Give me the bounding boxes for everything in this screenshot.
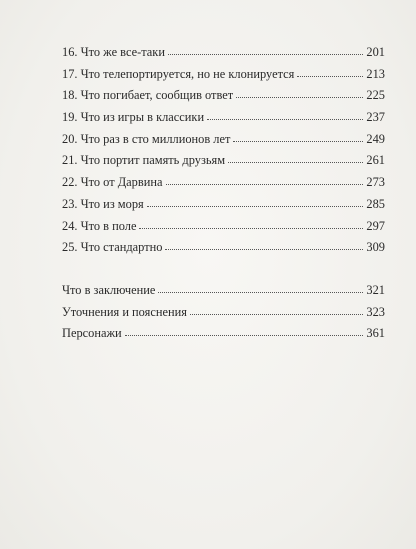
toc-entry <box>62 129 385 151</box>
dot-leader <box>158 292 363 293</box>
toc-entry-page: 249 <box>366 131 385 146</box>
toc-entry-title: 24. Что в поле <box>62 218 137 233</box>
toc-entry <box>62 237 385 259</box>
toc-entry-title: Персонажи <box>62 326 122 341</box>
toc-entry-page: 309 <box>366 240 385 255</box>
toc-entry <box>62 216 385 238</box>
toc-entry-page: 323 <box>366 304 385 319</box>
dot-leader <box>125 335 364 336</box>
toc-entry <box>62 280 385 302</box>
toc-entry-title: 20. Что раз в сто миллионов лет <box>62 131 231 146</box>
toc-entry-page: 321 <box>366 282 385 297</box>
dot-leader <box>228 162 363 163</box>
toc-entry <box>62 194 385 216</box>
dot-leader <box>166 184 364 185</box>
toc-entry-title: 16. Что же все-таки <box>62 45 165 59</box>
toc-entry <box>62 42 385 64</box>
dot-leader <box>165 249 363 250</box>
toc-entry-page: 201 <box>366 45 385 59</box>
toc-entry-page: 273 <box>366 175 385 190</box>
section-gap <box>62 259 385 280</box>
toc-entry-page: 225 <box>366 88 385 103</box>
toc-entry-page: 297 <box>366 218 385 233</box>
dot-leader <box>190 314 363 315</box>
dot-leader <box>233 141 363 142</box>
toc-entry-page: 361 <box>366 326 385 341</box>
toc-entry-page: 237 <box>366 110 385 125</box>
dot-leader <box>236 97 363 98</box>
dot-leader <box>297 76 363 77</box>
toc-entry <box>62 85 385 107</box>
toc-entry-title: 23. Что из моря <box>62 196 144 211</box>
dot-leader <box>147 206 364 207</box>
toc-entry <box>62 150 385 172</box>
dot-leader <box>168 54 363 55</box>
toc-entry <box>62 302 385 324</box>
toc-entry-title: 18. Что погибает, сообщив ответ <box>62 88 234 103</box>
toc-entry-page: 285 <box>366 196 385 211</box>
toc-entry-title: 17. Что телепортируется, но не клонируется <box>62 66 295 81</box>
toc-entry-title: 21. Что портит память друзьям <box>62 153 226 168</box>
dot-leader <box>207 119 363 120</box>
toc-entry-title: 25. Что стандартно <box>62 240 163 255</box>
toc-entry-title: 22. Что от Дарвина <box>62 175 163 190</box>
toc-entry <box>62 64 385 86</box>
toc-entry-title: 19. Что из игры в классики <box>62 110 205 125</box>
table-of-contents <box>62 42 385 345</box>
toc-entry-title: Что в заключение <box>62 282 156 297</box>
toc-entry <box>62 107 385 129</box>
toc-entry <box>62 323 385 345</box>
dot-leader <box>139 228 363 229</box>
toc-entry <box>62 172 385 194</box>
toc-entry-page: 261 <box>366 153 385 168</box>
toc-entry-title: Уточнения и пояснения <box>62 304 187 319</box>
toc-entry-page: 213 <box>366 66 385 81</box>
